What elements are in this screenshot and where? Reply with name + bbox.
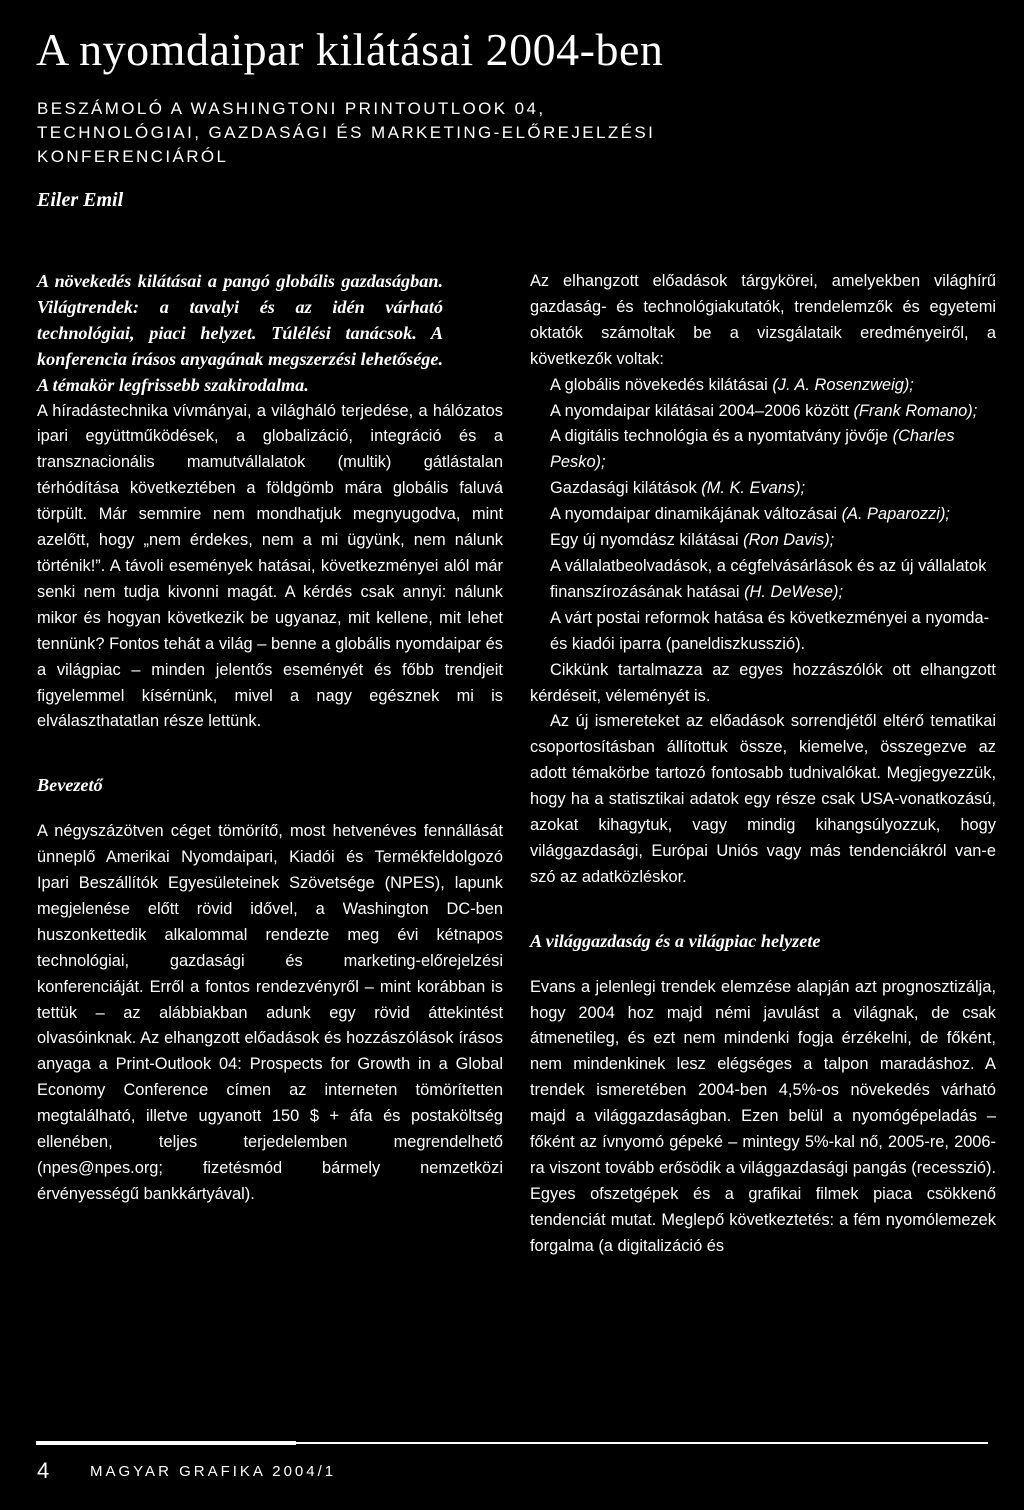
talk-topic: A globális növekedés kilátásai [550,375,768,394]
subtitle-line: BESZÁMOLÓ A WASHINGTONI PRINTOUTLOOK 04, [37,99,546,118]
list-item [530,424,996,476]
talks-list [530,373,996,658]
talk-speaker: (H. DeWese); [744,582,844,601]
author-name: Eiler Emil [37,189,124,211]
paragraph: Az új ismereteket az előadások sorrendjétől eltérő tematikai csoportosításban állítottuk össze, kiemelve, összegezve az adott témakörbe tartozó fontosabb tudnivalókat. Megjegyezzük, hogy ha a statisztikai adatok egy része csak USA-vonatkozású, azokat kihagytuk, vagy mindig kihangsúlyozzuk, hogy világgazdasági, Európai Uniós vagy más tendenciákról van-e szó az adatközléskor. [530,712,996,886]
right-column [530,269,996,1260]
subtitle-line: TECHNOLÓGIAI, GAZDASÁGI ÉS MARKETING-ELŐREJELZÉSI [37,123,656,142]
talk-speaker: (Charles Pesko); [550,427,955,472]
list-item [530,502,996,528]
talk-topic: A vállalatbeolvadások, a cégfelvásárlások és az új vállalatok finanszírozásának hatásai [550,556,987,601]
lede-summary: A növekedés kilátásai a pangó globális gazdaságban. Világtrendek: a tavalyi és az idén várható technológiai, piaci helyzet. Túlélési tanácsok. A konferencia írásos anyagának megszerzési lehetősége. A témakör legfrissebb szakirodalma. [37,271,443,395]
article-title: A nyomdaipar kilátásai 2004-ben [36,24,664,75]
talk-topic: A nyomdaipar dinamikájának változásai [550,505,837,524]
section-heading-introduction: Bevezető [37,775,103,796]
talk-topic: Gazdasági kilátások [550,479,697,498]
page-number: 4 [37,1458,50,1483]
introduction-paragraph: A négyszázötven céget tömörítő, most hetvenéves fennállását ünneplő Amerikai Nyomdaipari, Kiadói és Termékfeldolgozó Ipari Beszállítók Egyesületeinek Szövetsége (NPES), lapunk megjelenése előtt rövid idővel, a Washington DC-ben huszonkettedik alkalommal rendezte meg évi kétnapos technológiai, gazdasági és marketing-előrejelzési konferenciáját. Erről a fontos rendezvényről – mint korábban is tettük – az alábbiakban adunk egy rövid áttekintést olvasóinknak. Az elhangzott előadások és hozzászólások írásos anyaga a Print-Outlook 04: Prospects for Growth in a Global Economy Conference címen az interneten tömörítetten megtalálható, illetve ugyanott 150 $ + áfa és postaköltség ellenében, teljes terjedelemben megrendelhető (npes@npes.org; fizetésmód bármely nemzetközi érvényességű bankkártyával). [37,822,503,1203]
list-item [530,373,996,399]
article-subtitle [37,97,737,169]
talk-topic: Egy új nyomdász kilátásai [550,531,739,550]
talk-topic: A várt postai reformok hatása és következményei a nyomda- és kiadói iparra (paneldiszkusszió). [550,608,990,653]
intro-paragraph: A híradástechnika vívmányai, a világháló terjedése, a hálózatos ipari együttműködések, a globalizáció, integráció és a transznacionális mamutvállalatok (multik) gátlástalan térhódítása következtében a földgömb mára globális faluvá törpült. Már semmire nem mondhatjuk megnyugodva, mint azelőtt, hogy „nem érdekes, nem a mi ügyünk, nem nálunk történik!”. A távoli események hatásai, következményei alól már senki nem tudja kivonni magát. A kérdés csak annyi: nálunk mikor és hogyan következik be ugyanaz, mit kellene, mit lehet tennünk? Fontos tehát a világ – benne a globális nyomdaipar és a világpiac – minden jelentős eseményét és főbb trendjeit figyelemmel kísérnünk, mivel a nagy egésznek mi is elválaszthatatlan része lettünk. [37,401,503,731]
world-economy-paragraph: Evans a jelenlegi trendek elemzése alapján azt prognosztizálja, hogy 2004 hoz majd némi javulást a világnak, de csak átmenetileg, és ezt nem mindenki fogja érzékelni, de főként, nem mindenkinek lesz elégséges a talpon maradáshoz. A trendek ismeretében 2004-ben 4,5%-os növekedés várható majd a világgazdaságban. Ezen belül a nyomógépeladás – főként az ívnyomó gépeké – mintegy 5%-kal nő, 2005-re, 2006-ra viszont tovább erősödik a világgazdasági pangás (recesszió). Egyes ofszetgépek és a grafikai filmek piaca csökkenő tendenciát mutat. Meglepő következtetés: a fém nyomólemezek forgalma (a digitalizáció és [530,977,996,1255]
list-item [530,399,996,425]
talk-speaker: (J. A. Rosenzweig); [772,375,914,394]
footer-divider [36,1442,988,1444]
talk-topic: A digitális technológia és a nyomtatvány jövője [550,427,889,446]
paragraph: Cikkünk tartalmazza az egyes hozzászólók ott elhangzott kérdéseit, véleményét is. [530,660,996,705]
list-item [530,528,996,554]
list-item [530,476,996,502]
talks-intro-paragraph: Az elhangzott előadások tárgykörei, amelyekben világhírű gazdaság- és technológiakutatók, trendelemzők és egyetemi oktatók számoltak be a vizsgálataik eredményeiről, a következők voltak: [530,272,996,368]
subtitle-line: KONFERENCIÁRÓL [37,147,229,166]
section-heading-world-economy: A világgazdaság és a világpiac helyzete [530,930,821,951]
list-item [530,554,996,606]
talk-speaker: (M. K. Evans); [701,479,806,498]
journal-name: MAGYAR GRAFIKA 2004/1 [90,1463,337,1480]
talk-topic: A nyomdaipar kilátásai 2004–2006 között [550,401,849,420]
talk-speaker: (Ron Davis); [743,531,835,550]
talk-speaker: (A. Paparozzi); [841,505,950,524]
list-item [530,606,996,658]
talk-speaker: (Frank Romano); [853,401,978,420]
left-column [37,269,503,1208]
